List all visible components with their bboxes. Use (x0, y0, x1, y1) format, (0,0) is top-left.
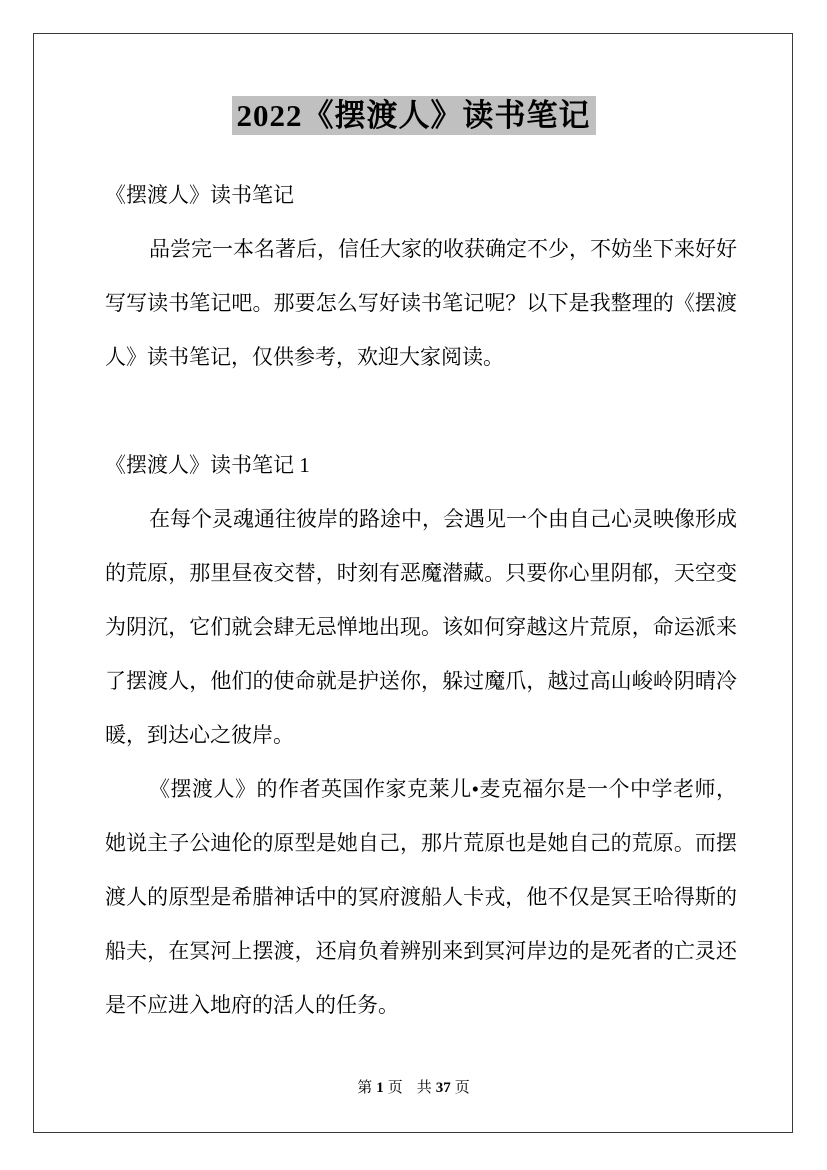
footer-total-suffix: 页 (454, 1080, 470, 1096)
page-footer (0, 1078, 827, 1098)
section1-heading: 《摆渡人》读书笔记 1 (105, 453, 310, 477)
section1-paragraph2: 《摆渡人》的作者英国作家克莱儿•麦克福尔是一个中学老师，她说主子公迪伦的原型是她自己，那片荒原也是她自己的荒原。而摆渡人的原型是希腊神话中的冥府渡船人卡戎，他不仅是冥王哈得斯的船夫，在冥河上摆渡，还肩负着辨别来到冥河岸边的是死者的亡灵还是不应进入地府的活人的任务。 (105, 777, 737, 1017)
document-title (0, 96, 827, 136)
section1-paragraph1: 在每个灵魂通往彼岸的路途中，会遇见一个由自己心灵映像形成的荒原，那里昼夜交替，时刻有恶魔潜藏。只要你心里阴郁，天空变为阴沉，它们就会肆无忌惮地出现。该如何穿越这片荒原，命运派来了摆渡人，他们的使命就是护送你，躲过魔爪，越过高山峻岭阴晴冷暖，到达心之彼岸。 (105, 507, 737, 747)
footer-page-prefix: 第 (357, 1080, 373, 1096)
footer-total-pages: 37 (435, 1080, 451, 1096)
footer-current-page: 1 (376, 1080, 384, 1096)
blank-line (105, 384, 737, 438)
document-body (105, 168, 737, 1032)
footer-page-suffix: 页 (387, 1080, 403, 1096)
title-highlight: 2022《摆渡人》读书笔记 (232, 96, 596, 135)
subtitle-line: 《摆渡人》读书笔记 (105, 183, 294, 207)
intro-paragraph: 品尝完一本名著后，信任大家的收获确定不少，不妨坐下来好好写写读书笔记吧。那要怎么写好读书笔记呢？以下是我整理的《摆渡人》读书笔记，仅供参考，欢迎大家阅读。 (105, 237, 737, 369)
footer-total-prefix: 共 (416, 1080, 432, 1096)
